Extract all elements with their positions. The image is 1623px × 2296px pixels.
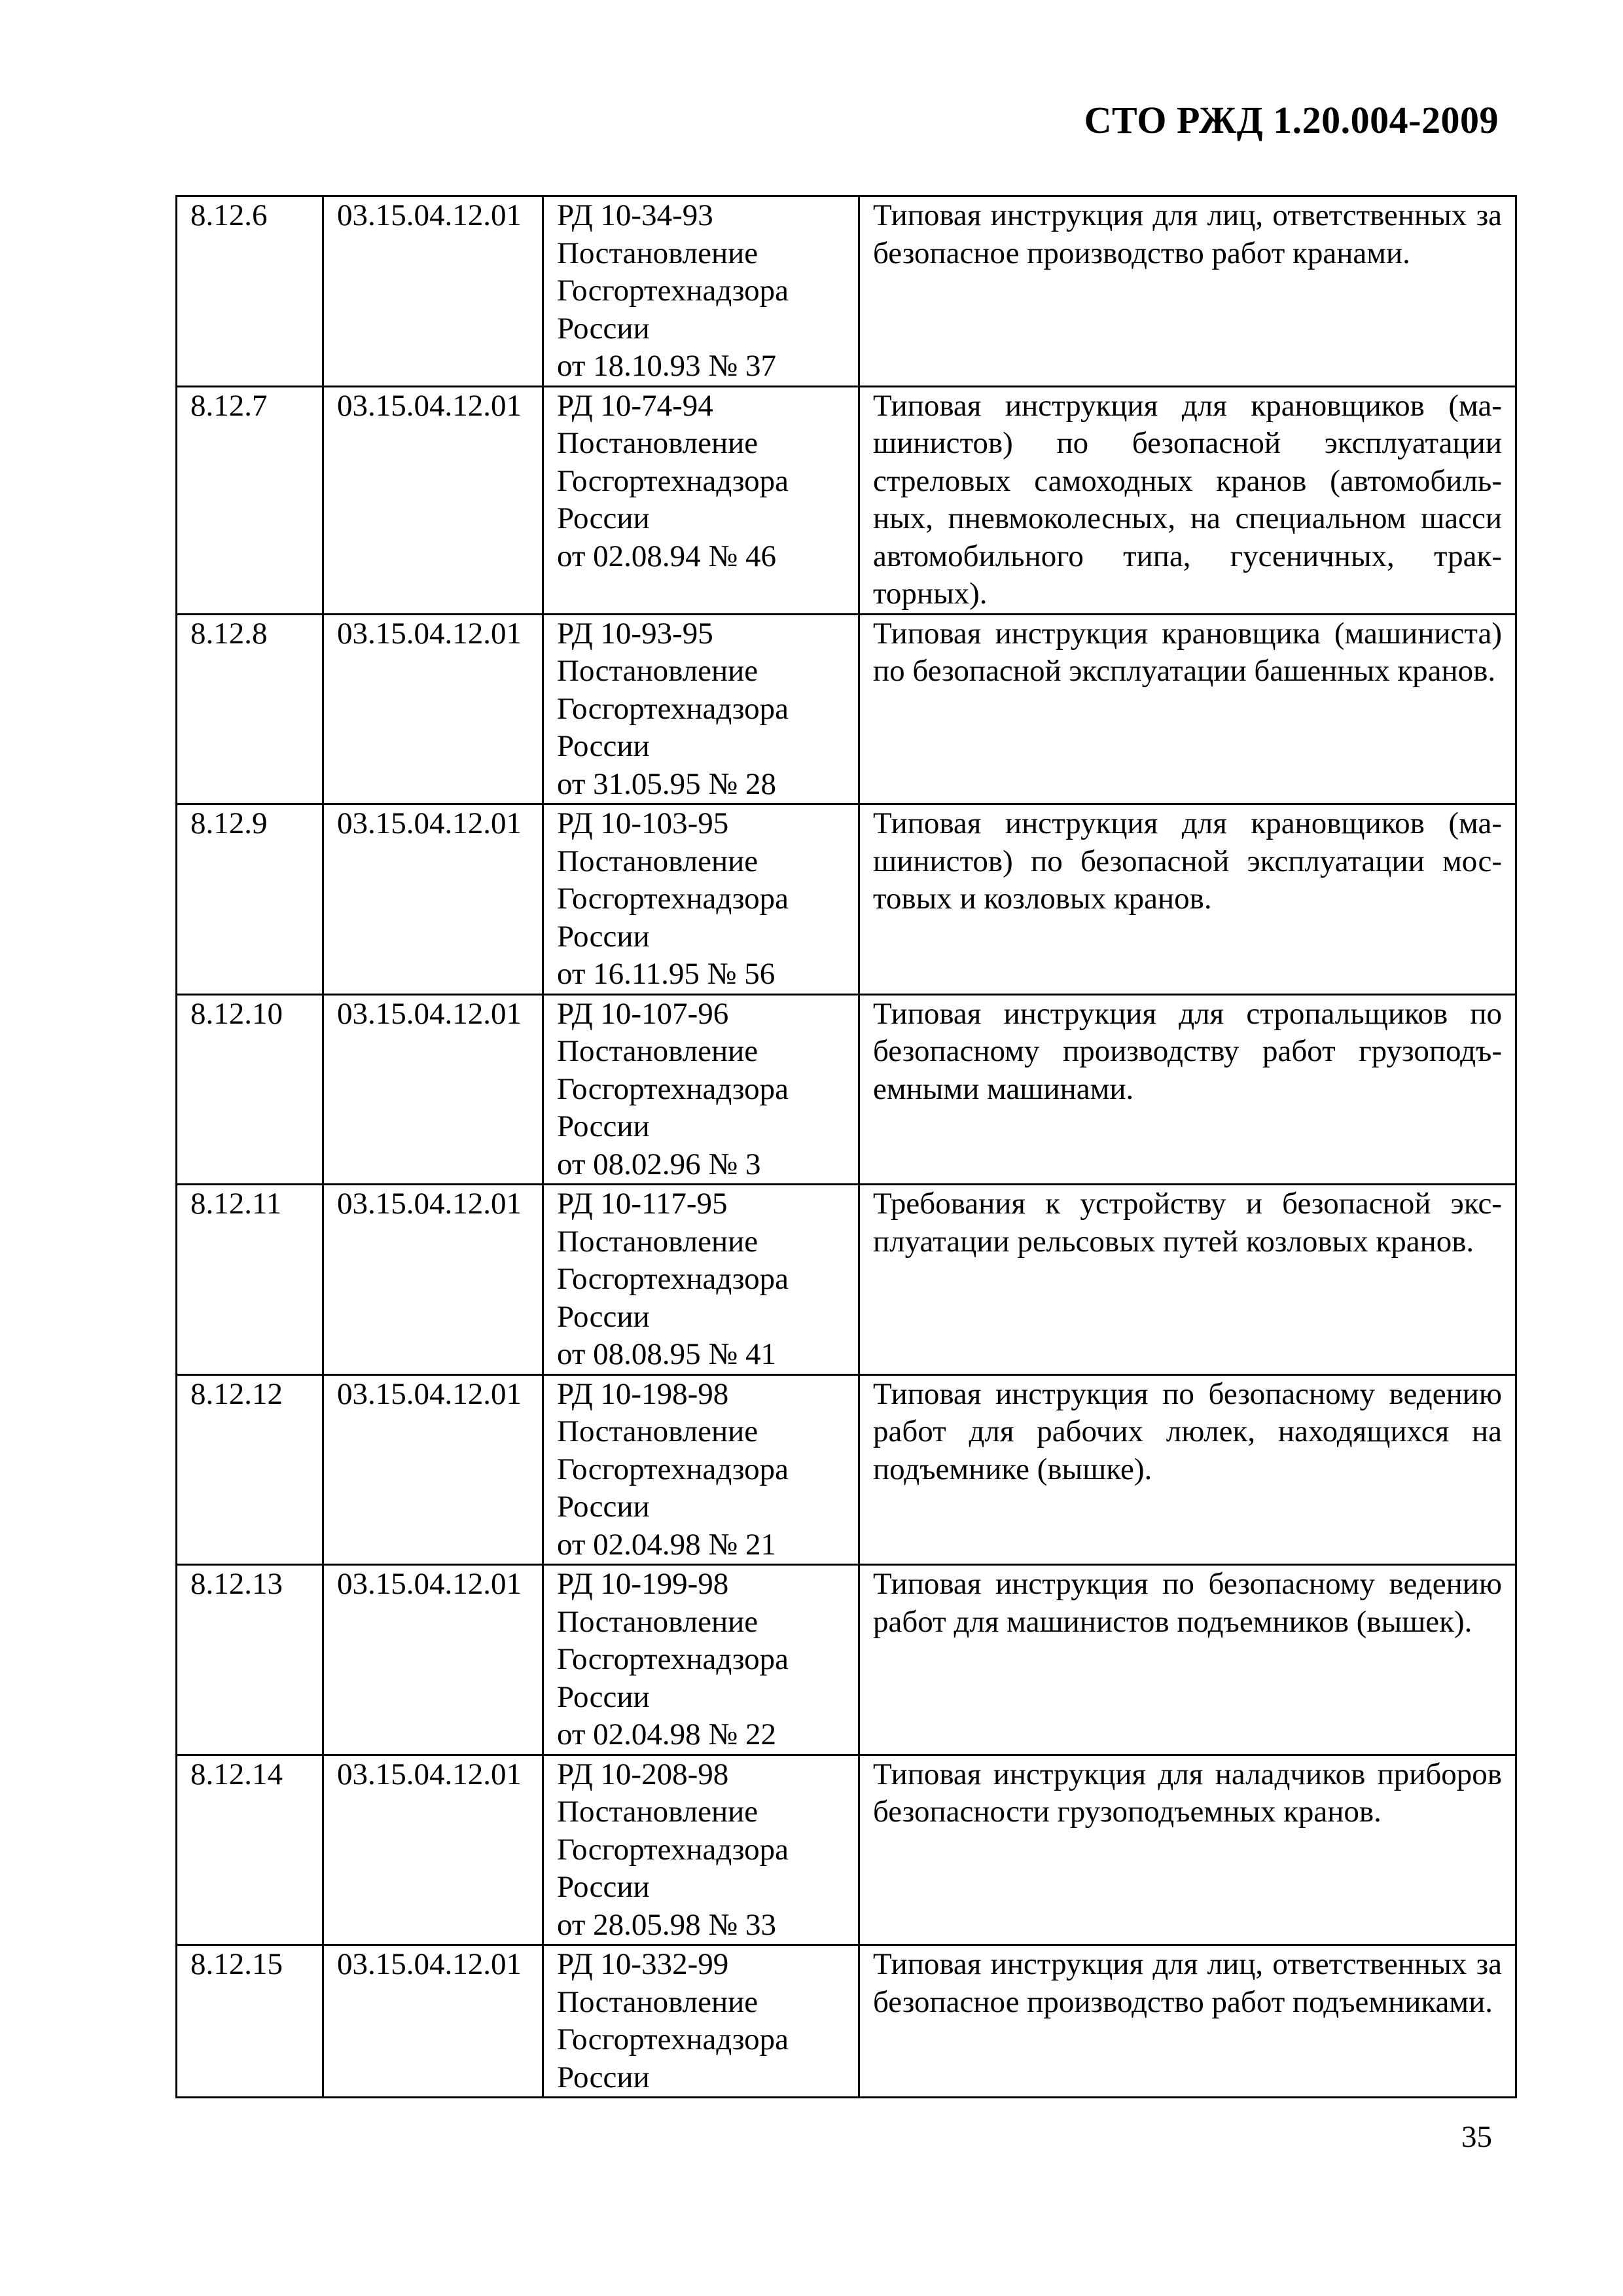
document-reference-line: России — [557, 729, 650, 763]
description-cell: Типовая инструкция для наладчиков приборов безопасности грузоподъемных кранов. — [859, 1755, 1516, 1945]
description-cell: Требования к устройству и безопасной эксплуатации рельсовых путей козловых кранов. — [859, 1185, 1516, 1375]
document-reference-line: Госгортехнадзора — [557, 463, 789, 498]
document-reference-line: РД 10-208-98 — [557, 1757, 729, 1791]
document-reference-line: от 18.10.93 № 37 — [557, 349, 777, 383]
table-row — [177, 1565, 1516, 1755]
document-reference-line: Госгортехнадзора — [557, 1832, 789, 1867]
classifier-code-cell: 03.15.04.12.01 — [323, 1755, 543, 1945]
document-reference-line: РД 10-332-99 — [557, 1947, 729, 1981]
document-reference-line: Постановление — [557, 1795, 758, 1829]
document-reference-line: России — [557, 1870, 650, 1904]
description-cell: Типовая инструкция по безопасному ведению работ для машинистов подъемников (вышек). — [859, 1565, 1516, 1755]
document-reference-line: России — [557, 919, 650, 954]
item-number-cell: 8.12.10 — [177, 994, 323, 1185]
document-reference-line: Постановление — [557, 1414, 758, 1448]
item-number-cell: 8.12.13 — [177, 1565, 323, 1755]
item-number-cell: 8.12.9 — [177, 804, 323, 995]
classifier-code-cell: 03.15.04.12.01 — [323, 386, 543, 614]
page-number: 35 — [1461, 2120, 1492, 2154]
document-reference-line: Госгортехнадзора — [557, 882, 789, 916]
description-cell: Типовая инструкция для лиц, ответственных за безопасное производство работ кранами. — [859, 196, 1516, 387]
document-reference-line: от 31.05.95 № 28 — [557, 766, 777, 801]
document-reference-line: от 08.08.95 № 41 — [557, 1337, 777, 1371]
document-reference-line: Постановление — [557, 426, 758, 460]
classifier-code-cell: 03.15.04.12.01 — [323, 804, 543, 995]
document-reference-line: от 02.08.94 № 46 — [557, 539, 777, 573]
document-reference-line: Постановление — [557, 1984, 758, 2019]
table-row — [177, 1945, 1516, 2098]
document-reference-line: Госгортехнадзора — [557, 691, 789, 726]
document-reference-line: России — [557, 1490, 650, 1524]
document-header: СТО РЖД 1.20.004-2009 — [1084, 99, 1499, 141]
document-reference-line: России — [557, 311, 650, 346]
classifier-code-cell: 03.15.04.12.01 — [323, 1565, 543, 1755]
classifier-code-cell: 03.15.04.12.01 — [323, 994, 543, 1185]
item-number-cell: 8.12.7 — [177, 386, 323, 614]
item-number-cell: 8.12.6 — [177, 196, 323, 387]
document-reference-line: от 16.11.95 № 56 — [557, 957, 776, 991]
document-reference-line: Госгортехнадзора — [557, 1452, 789, 1486]
table-row — [177, 804, 1516, 995]
document-reference-line: РД 10-93-95 — [557, 616, 713, 651]
document-reference-line: Постановление — [557, 236, 758, 270]
document-reference-line: от 28.05.98 № 33 — [557, 1907, 777, 1942]
description-cell: Типовая инструкция для крановщиков (машинистов) по безопасной эксплуатации мостовых и козловых кранов. — [859, 804, 1516, 995]
document-reference-line: Госгортехнадзора — [557, 2022, 789, 2056]
document-reference-line: России — [557, 1109, 650, 1143]
table-row — [177, 614, 1516, 804]
document-reference-line: Постановление — [557, 1604, 758, 1639]
document-reference-cell — [543, 1565, 859, 1755]
description-cell: Типовая инструкция по безопасному ведению работ для рабочих люлек, находящихся на подъемнике (вышке). — [859, 1374, 1516, 1565]
table-body — [177, 196, 1516, 2098]
document-reference-line: Постановление — [557, 1034, 758, 1068]
description-cell: Типовая инструкция крановщика (машиниста) по безопасной эксплуатации башенных кранов. — [859, 614, 1516, 804]
document-reference-line: от 02.04.98 № 22 — [557, 1717, 777, 1751]
document-reference-line: России — [557, 2060, 650, 2094]
table-row — [177, 1185, 1516, 1375]
document-reference-line: Госгортехнадзора — [557, 274, 789, 308]
classifier-code-cell: 03.15.04.12.01 — [323, 614, 543, 804]
classifier-code-cell: 03.15.04.12.01 — [323, 1185, 543, 1375]
item-number-cell: 8.12.14 — [177, 1755, 323, 1945]
document-reference-cell — [543, 1185, 859, 1375]
document-reference-cell — [543, 196, 859, 387]
document-reference-line: от 08.02.96 № 3 — [557, 1147, 761, 1181]
document-reference-line: Госгортехнадзора — [557, 1642, 789, 1676]
document-reference-line: Постановление — [557, 654, 758, 688]
item-number-cell: 8.12.15 — [177, 1945, 323, 2098]
classifier-code-cell: 03.15.04.12.01 — [323, 1945, 543, 2098]
document-reference-line: Госгортехнадзора — [557, 1071, 789, 1106]
description-cell: Типовая инструкция для крановщиков (машинистов) по безопасной эксплуатации стреловых самоходных кранов (автомобильных, пневмоколесных, на специальном шасси автомобильного типа, гусеничных, тракторных). — [859, 386, 1516, 614]
document-reference-line: России — [557, 1679, 650, 1714]
document-reference-line: Постановление — [557, 1224, 758, 1259]
classifier-code-cell: 03.15.04.12.01 — [323, 1374, 543, 1565]
table-row — [177, 994, 1516, 1185]
document-reference-cell — [543, 614, 859, 804]
classifier-code-cell: 03.15.04.12.01 — [323, 196, 543, 387]
document-reference-line: РД 10-198-98 — [557, 1376, 729, 1411]
description-cell: Типовая инструкция для лиц, ответственных за безопасное производство работ подъемниками. — [859, 1945, 1516, 2098]
regulations-table — [175, 195, 1517, 2098]
document-reference-cell — [543, 1945, 859, 2098]
document-reference-line: РД 10-34-93 — [557, 198, 713, 232]
table-row — [177, 1755, 1516, 1945]
document-reference-line: РД 10-117-95 — [557, 1187, 728, 1221]
document-reference-line: Постановление — [557, 844, 758, 878]
item-number-cell: 8.12.8 — [177, 614, 323, 804]
table-row — [177, 196, 1516, 387]
document-reference-line: РД 10-107-96 — [557, 996, 729, 1031]
item-number-cell: 8.12.12 — [177, 1374, 323, 1565]
document-reference-cell — [543, 1374, 859, 1565]
document-reference-cell — [543, 386, 859, 614]
document-reference-line: РД 10-199-98 — [557, 1567, 729, 1601]
document-reference-line: Госгортехнадзора — [557, 1262, 789, 1296]
document-reference-line: России — [557, 501, 650, 535]
document-reference-line: РД 10-103-95 — [557, 806, 729, 840]
document-reference-line: РД 10-74-94 — [557, 388, 713, 423]
document-reference-line: России — [557, 1299, 650, 1334]
description-cell: Типовая инструкция для стропальщиков по безопасному производству работ грузоподъемными машинами. — [859, 994, 1516, 1185]
document-reference-cell — [543, 804, 859, 995]
table-row — [177, 386, 1516, 614]
item-number-cell: 8.12.11 — [177, 1185, 323, 1375]
document-reference-cell — [543, 1755, 859, 1945]
table-row — [177, 1374, 1516, 1565]
document-reference-line: от 02.04.98 № 21 — [557, 1527, 777, 1562]
document-reference-cell — [543, 994, 859, 1185]
